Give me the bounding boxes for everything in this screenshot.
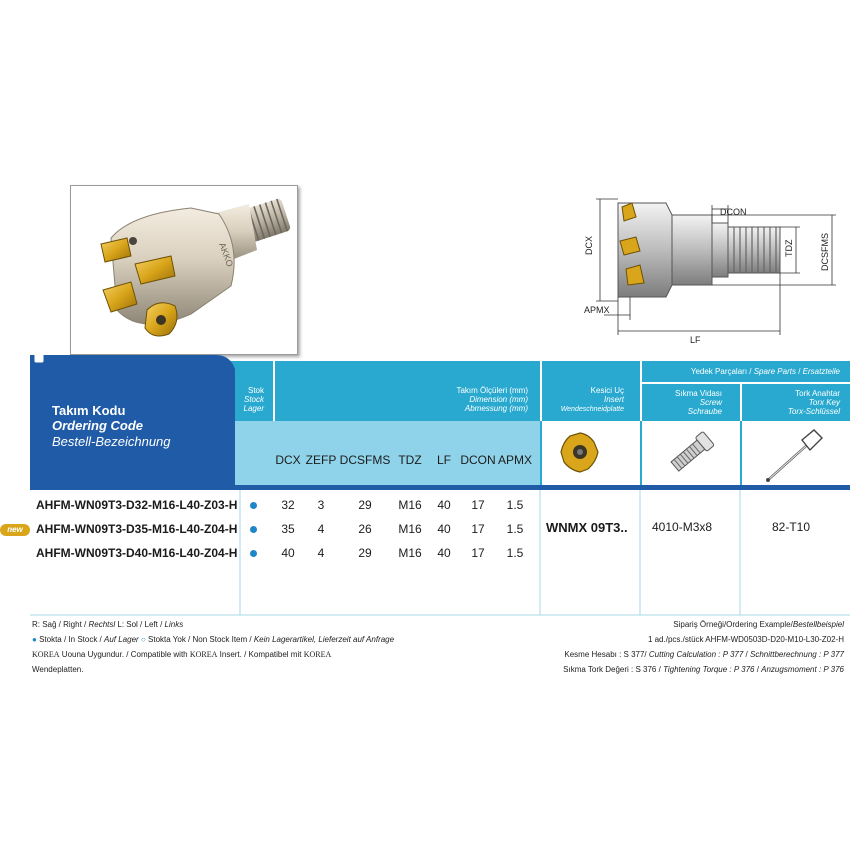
label-dcsfms: DCSFMS xyxy=(820,233,830,271)
col-dcon: DCON xyxy=(460,453,496,467)
new-badge: new xyxy=(0,524,30,536)
ordering-title-de: Bestell-Bezeichnung xyxy=(52,434,171,449)
col-dcsfms: DCSFMS xyxy=(339,453,391,467)
col-zefp: ZEFP xyxy=(305,453,337,467)
cell-dcsfms: 26 xyxy=(358,522,372,536)
label-lf: LF xyxy=(690,335,701,345)
cell-dcx: 35 xyxy=(281,522,295,536)
label-dcon: DCON xyxy=(720,207,747,217)
cell-lf: 40 xyxy=(437,522,451,536)
cell-zefp: 3 xyxy=(317,498,325,512)
screw-code: 4010-M3x8 xyxy=(652,520,713,534)
cell-dcon: 17 xyxy=(471,498,485,512)
cell-tdz: M16 xyxy=(398,546,422,560)
cell-apmx: 1.5 xyxy=(506,546,524,560)
insert-header: Kesici Uç Insert Wendeschneidplatte xyxy=(560,386,624,413)
tightening-torque-ref: Sıkma Tork Değeri : S 376 / Tightening Torque : P 376 / Anzugsmoment : P 376 xyxy=(563,665,844,674)
label-dcx: DCX xyxy=(584,235,594,255)
col-tdz: TDZ xyxy=(398,453,422,467)
order-code: AHFM-WN09T3-D40-M16-L40-Z04-H xyxy=(36,546,238,560)
cell-zefp: 4 xyxy=(317,522,325,536)
stock-header: Stok Stock Lager xyxy=(243,386,264,413)
cell-tdz: M16 xyxy=(398,498,422,512)
dimension-header: Takım Ölçüleri (mm) Dimension (mm) Abmessung (mm) xyxy=(456,386,528,413)
cell-dcsfms: 29 xyxy=(358,498,372,512)
key-code: 82-T10 xyxy=(772,520,811,534)
ordering-title-tr: Takım Kodu xyxy=(52,403,126,418)
col-apmx: APMX xyxy=(497,453,532,467)
col-lf: LF xyxy=(436,453,451,467)
order-code: AHFM-WN09T3-D35-M16-L40-Z04-H xyxy=(36,522,238,536)
ordering-title-en: Ordering Code xyxy=(52,418,144,433)
label-apmx: APMX xyxy=(584,305,610,315)
ordering-example-title: Sipariş Örneği/Ordering Example/Bestellbeispiel xyxy=(673,620,844,629)
cell-apmx: 1.5 xyxy=(506,498,524,512)
ordering-example-code: 1 ad./pcs./stück AHFM-WD0503D-D20-M10-L30-Z02-H xyxy=(647,635,844,644)
brand-engraving: AKKO xyxy=(217,241,236,269)
screw-header: Sıkma Vidası Screw Schraube xyxy=(675,389,722,416)
key-header: Tork Anahtar Torx Key Torx-Schlüssel xyxy=(787,389,840,416)
cell-dcsfms: 29 xyxy=(358,546,372,560)
order-code: AHFM-WN09T3-D32-M16-L40-Z03-H xyxy=(36,498,238,512)
cell-dcon: 17 xyxy=(471,522,485,536)
cell-lf: 40 xyxy=(437,546,451,560)
cell-dcx: 40 xyxy=(281,546,295,560)
cell-zefp: 4 xyxy=(317,546,325,560)
cell-dcx: 32 xyxy=(281,498,295,512)
cell-lf: 40 xyxy=(437,498,451,512)
footer-legend-4: Wendeplatten. xyxy=(32,665,84,674)
cutting-calc-ref: Kesme Hesabı : S 377/ Cutting Calculation : P 377 / Schnittberechnung : P 377 xyxy=(564,650,844,659)
footer-legend-1: R: Sağ / Right / Rechtsl L: Sol / Left / Links xyxy=(32,620,184,629)
insert-code: WNMX 09T3.. xyxy=(546,520,628,535)
col-dcx: DCX xyxy=(275,453,301,467)
cell-tdz: M16 xyxy=(398,522,422,536)
footer-legend-2: ● Stokta / In Stock / Auf Lager ○ Stokta Yok / Non Stock Item / Kein Lagerartikel, Lieferzeit auf Anfrage xyxy=(32,635,395,644)
label-tdz: TDZ xyxy=(784,239,794,257)
cell-dcon: 17 xyxy=(471,546,485,560)
cell-apmx: 1.5 xyxy=(506,522,524,536)
spare-parts-header: Yedek Parçaları / Spare Parts / Ersatzteile xyxy=(690,367,840,376)
footer-legend-3: KOREA Uouna Uygundur. / Compatible with KOREA Insert. / Kompatibel mit KOREA xyxy=(32,650,332,659)
